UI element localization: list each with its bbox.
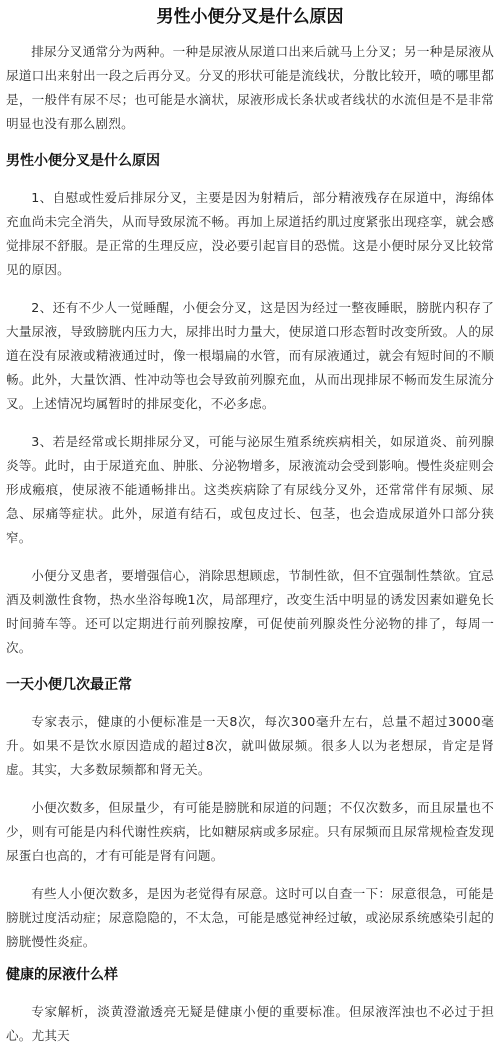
frequency-paragraph-3: 有些人小便次数多，是因为老觉得有尿意。这时可以自查一下：尿意很急，可能是膀胱过度活动症；尿意隐隐的，不太急，可能是感觉神经过敏，或泌尿系统感染引起的膀胱慢性炎症。 xyxy=(6,886,494,949)
section-heading-frequency: 一天小便几次最正常 xyxy=(6,677,132,693)
advice-paragraph: 小便分叉患者，要增强信心，消除思想顾虑，节制性欲，但不宜强制性禁欲。宜忌酒及刺激性食物，热水坐浴每晚1次，局部理疗，改变生活中明显的诱发因素如避免长时间骑车等。还可以定期进行前列腺按摩，可促使前列腺炎性分泌物的排了，每周一次。 xyxy=(6,568,494,655)
frequency-paragraph-2: 小便次数多，但尿量少，有可能是膀胱和尿道的问题；不仅次数多，而且尿量也不少，则有可能是内科代谢性疾病，比如糖尿病或多尿症。只有尿频而且尿常规检查发现尿蛋白也高的，才有可能是肾有问题。 xyxy=(6,800,494,863)
cause-paragraph-3: 3、若是经常或长期排尿分叉，可能与泌尿生殖系统疾病相关，如尿道炎、前列腺炎等。此时，由于尿道充血、肿胀、分泌物增多，尿液流动会受到影响。慢性炎症则会形成瘢痕，使尿液不能通畅排出。这类疾病除了有尿线分叉外，还常常伴有尿频、尿急、尿痛等症状。此外，尿道有结石，或包皮过长、包茎，也会造成尿道外口部分狭窄。 xyxy=(6,434,494,545)
cause-paragraph-2: 2、还有不少人一觉睡醒，小便会分叉，这是因为经过一整夜睡眠，膀胱内积存了大量尿液，导致膀胱内压力大，尿排出时力量大，使尿道口形态暂时改变所致。人的尿道在没有尿液或精液通过时，像一根塌扁的水管，而有尿液通过，就会有短时间的不顺畅。此外，大量饮酒、性冲动等也会导致前列腺充血，从而出现排尿不畅而发生尿流分叉。上述情况均属暂时的排尿变化，不必多虑。 xyxy=(6,300,494,411)
section-heading-healthy-urine: 健康的尿液什么样 xyxy=(6,967,118,983)
section-heading-causes: 男性小便分叉是什么原因 xyxy=(6,153,160,169)
frequency-paragraph-1: 专家表示，健康的小便标准是一天8次，每次300毫升左右，总量不超过3000毫升。如果不是饮水原因造成的超过8次，就叫做尿频。很多人以为老想尿，肯定是肾虚。其实，大多数尿频都和肾无关。 xyxy=(6,714,494,777)
cause-paragraph-1: 1、自慰或性爱后排尿分叉，主要是因为射精后，部分精液残存在尿道中，海绵体充血尚未完全消失，从而导致尿流不畅。再加上尿道括约肌过度紧张出现痉挛，就会感觉排尿不舒服。是正常的生理反应，没必要引起盲目的恐慌。这是小便时尿分叉比较常见的原因。 xyxy=(6,190,494,277)
healthy-urine-paragraph-1: 专家解析，淡黄澄澈透亮无疑是健康小便的重要标准。但尿液浑浊也不必过于担心。尤其天 xyxy=(6,1004,494,1043)
page-title: 男性小便分叉是什么原因 xyxy=(156,7,344,27)
intro-paragraph: 排尿分叉通常分为两种。一种是尿液从尿道口出来后就马上分叉；另一种是尿液从尿道口出来射出一段之后再分叉。分叉的形状可能是流线状，分散比较开，喷的哪里都是，一般伴有尿不尽；也可能是水滴状，尿液形成长条状或者线状的水流但是不是非常明显也没有那么剧烈。 xyxy=(6,44,494,131)
